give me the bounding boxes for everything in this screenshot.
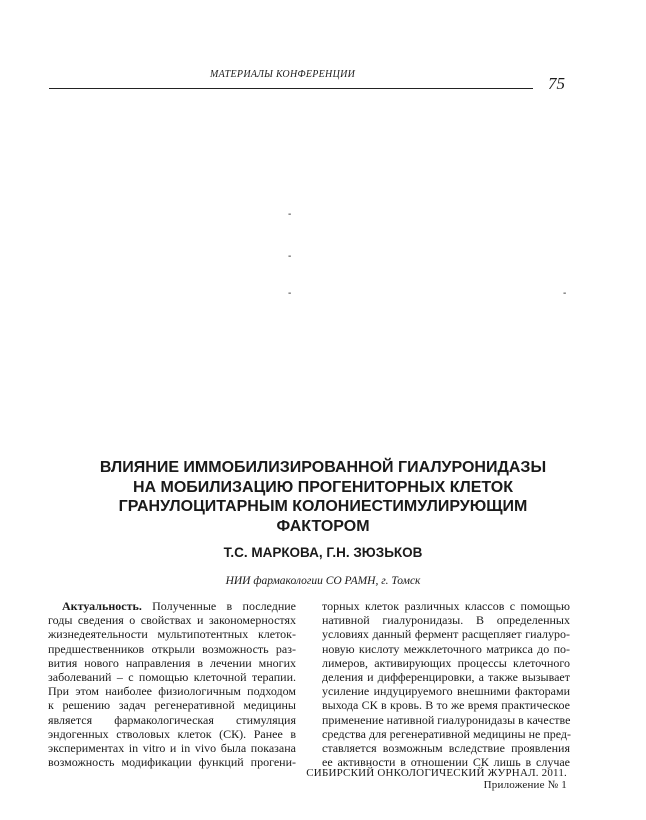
body-column-right: [322, 599, 570, 769]
title-line: ФАКТОРОМ: [276, 517, 370, 535]
body-line: средства для регенеративной медицины не пред-: [322, 726, 572, 741]
body-line: вития нового направления в лечении многих: [48, 655, 296, 670]
running-header: МАТЕРИАЛЫ КОНФЕРЕНЦИИ: [210, 69, 356, 80]
header-rule: [49, 88, 533, 89]
body-line: торных клеток различных классов с помощью: [322, 599, 570, 613]
body-line: [48, 599, 296, 613]
body-line: является фармакологическая стимуляция: [48, 712, 296, 727]
article-authors: Т.С. МАРКОВА, Г.Н. ЗЮЗЬКОВ: [223, 545, 423, 560]
dash-mark: -: [288, 209, 292, 220]
body-line: деления и дифференцировки, а также вызывает: [322, 670, 570, 685]
body-line: применение нативной гиалуронидазы в качестве: [322, 712, 571, 727]
article-title: [60, 458, 586, 536]
body-line: усиление индуцируемого внешними факторами: [322, 684, 570, 699]
body-line: жизнедеятельности мультипотентных клеток-: [48, 627, 296, 642]
title-line: ГРАНУЛОЦИТАРНЫМ КОЛОНИЕСТИМУЛИРУЮЩИМ: [118, 498, 528, 515]
body-line: предшественников открыли возможность раз-: [48, 641, 296, 656]
dash-mark: -: [288, 288, 292, 299]
title-line: ВЛИЯНИЕ ИММОБИЛИЗИРОВАННОЙ ГИАЛУРОНИДАЗЫ: [99, 459, 547, 476]
dash-mark: -: [563, 288, 567, 299]
body-line: При этом наиболее физиологичным подходом: [48, 684, 296, 699]
title-line: НА МОБИЛИЗАЦИЮ ПРОГЕНИТОРНЫХ КЛЕТОК: [132, 478, 514, 496]
section-lead: Актуальность.: [62, 599, 142, 613]
body-line: выхода СК в кровь. В то же время практическое: [322, 698, 570, 713]
body-line: новую кислоту межклеточного матрикса до по-: [322, 641, 570, 656]
article-affiliation: НИИ фармакологии СО РАМН, г. Томск: [225, 575, 421, 587]
body-line: условиях данный фермент расщепляет гиалуро-: [322, 627, 570, 642]
body-line: возможность модификации функций прогени-: [48, 755, 296, 770]
body-line: к решению задач регенеративной медицины: [48, 698, 296, 713]
body-line: экспериментах in vitro и in vivo была показана: [48, 741, 296, 756]
body-line: нативной гиалуронидазы. В определенных: [322, 613, 570, 628]
body-line: эндогенных стволовых клеток (СК). Ранее в: [48, 726, 296, 741]
body-line: лимеров, активирующих процессы клеточного: [322, 655, 570, 670]
body-line: ее активности в отношении СК лишь в случае: [322, 755, 570, 770]
body-text: Полученные в последние: [141, 599, 296, 613]
page-number: 75: [548, 74, 565, 93]
body-line: ставляется возможным вследствие проявления: [322, 741, 570, 756]
dash-mark: -: [288, 251, 292, 262]
body-line: заболеваний – с помощью клеточной терапии.: [48, 670, 296, 685]
journal-footer: СИБИРСКИЙ ОНКОЛОГИЧЕСКИЙ ЖУРНАЛ. 2011. Приложение № 1: [306, 767, 567, 791]
body-line: годы сведения о свойствах и закономерностях: [48, 613, 296, 628]
body-column-left: [48, 599, 296, 769]
